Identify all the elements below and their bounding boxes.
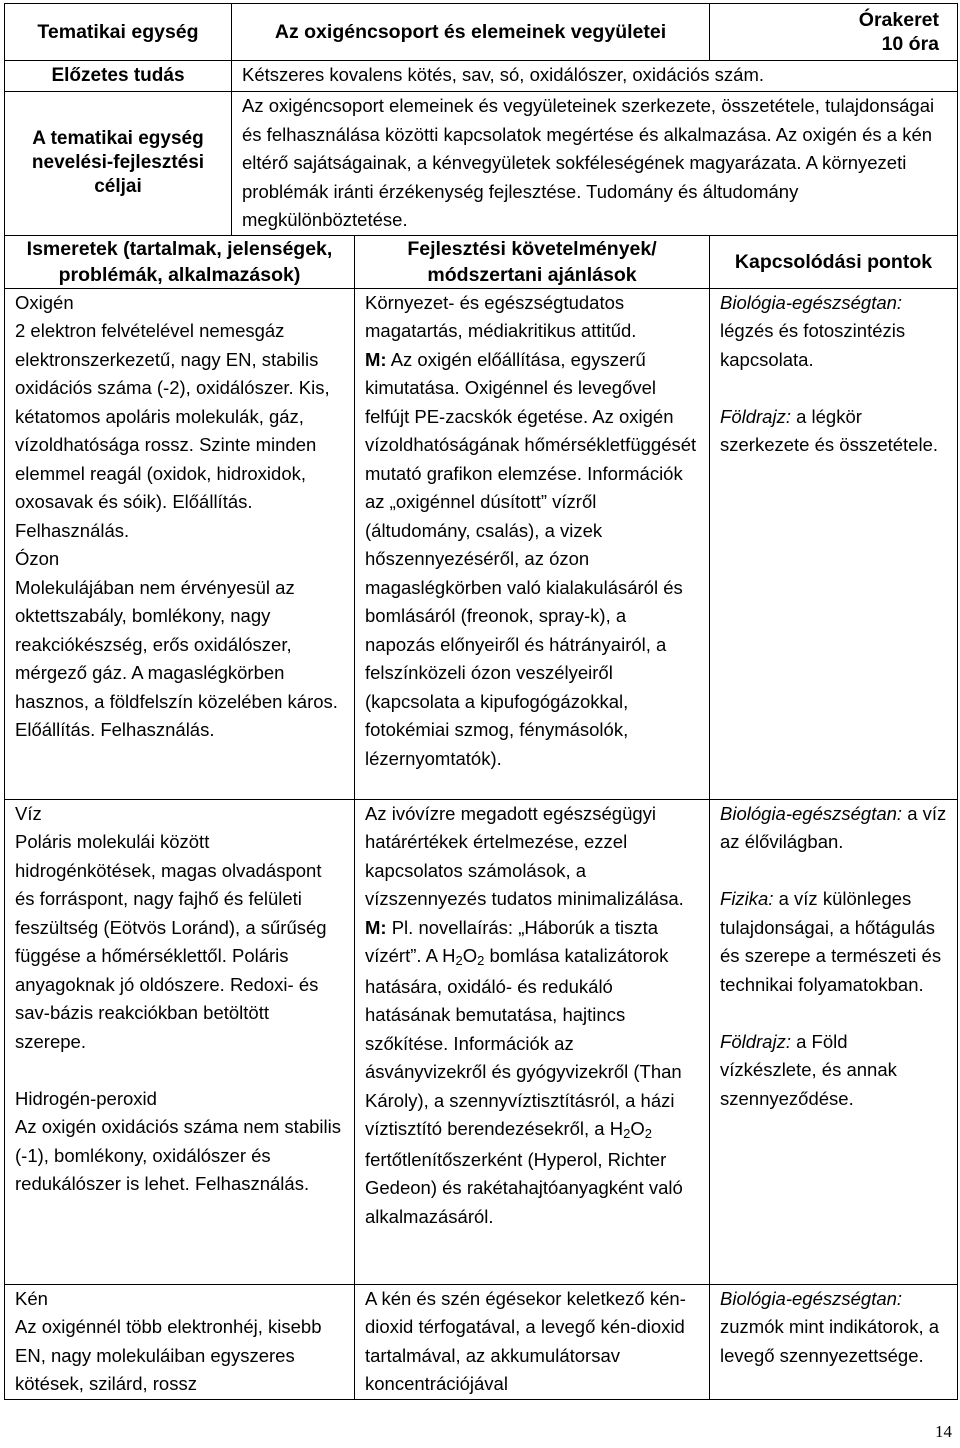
subscript: 2 [455,953,463,968]
content-row [5,799,958,1284]
knowledge-cell [5,799,355,1284]
knowledge-cell [5,288,355,799]
requirements-text: Az ivóvízre megadott egészségügyi határértékek értelmezése, ezzel kapcsolatos számolások, a vízszennyezés tudatos minimalizálása. [365,802,684,909]
connections-cell [710,1284,958,1399]
topic-title: Oxigén [15,291,74,313]
requirements-cell [355,1284,710,1399]
column-header-requirements: Fejlesztési követelmények/ módszertani ajánlások [355,235,710,288]
header-row [5,4,958,61]
connections-cell [710,799,958,1284]
goals-label: A tematikai egység nevelési-fejlesztési céljai [5,92,232,236]
topic-text: Poláris molekulái között hidrogénkötések, magas olvadáspont és forráspont, nagy fajhő és felületi feszültség (Eötvös Loránd), a sűrűség függése a hőmérséklettől. Poláris anyagoknak jó oldószere. Redoxi- és sav-bázis reakciókban betöltött szerepe. [15,831,327,1052]
prior-knowledge-text: Kétszeres kovalens kötés, sav, só, oxidálószer, oxidációs szám. [232,61,958,92]
content-row [5,288,958,799]
connection-paragraph [720,885,947,999]
unit-title: Az oxigéncsoport és elemeinek vegyületei [232,4,710,61]
header-label: Tematikai egység [5,4,232,61]
subscript: 2 [623,1126,631,1141]
connection-subject: Földrajz: [720,405,791,427]
requirements-cell [355,288,710,799]
prior-knowledge-label: Előzetes tudás [5,61,232,92]
topic-title: Ózon [15,548,60,569]
goals-text: Az oxigéncsoport elemeinek és vegyületeinek szerkezete, összetétele, tulajdonságai és felhasználása közötti kapcsolatok megértése és alkalmazása. Az oxigén és a kén eltérő sajátságainak, a kénvegyületek sokféleségének magyarázata. A környezeti problémák iránti érzékenység fejlesztése. Tudomány és áltudomány megkülönböztetése. [232,92,958,236]
column-header-knowledge: Ismeretek (tartalmak, jelenségek, problémák, alkalmazások) [5,235,355,288]
column-header-connections: Kapcsolódási pontok [710,235,958,288]
method-text: Az oxigén előállítása, egyszerű kimutatása. Oxigénnel és levegővel felfújt PE-zacskók égetése. Az oxigén vízoldhatóságának hőmérsékletfüggését mutató grafikon elemzése. Információk az „oxigénnel dúsított” vízről (áltudomány, csalás), a vizek hőszennyezéséről, az ózon magaslégkörben való kialakulásáról és bomlásáról (freonok, spray-k), a napozás előnyeiről és hátrányairól, a felszínközeli ózon veszélyeiről (kapcsolata a kipufogógázokkal, fotokémiai szmog, fénymásolók, lézernyomtatók). [365,348,697,769]
requirements-text: A kén és szén égésekor keletkező kén-dioxid térfogatával, a levegő kén-dioxid tartalmával, az akkumulátorsav koncentrációjával [365,1287,686,1394]
connection-subject: Biológia-egészségtan: [720,1287,903,1309]
method-paragraph [365,346,699,774]
connection-text: légzés és fotoszintézis kapcsolata. [720,320,906,370]
knowledge-cell [5,1284,355,1399]
requirements-text: Környezet- és egészségtudatos magatartás, médiakritikus attitűd. [365,291,637,341]
goals-row [5,92,958,236]
hours-cell [710,4,958,61]
requirements-cell [355,799,710,1284]
method-text: Pl. novellaírás: „Háborúk a tiszta vízért”. A H [365,916,659,966]
content-row [5,1284,958,1399]
connection-text: zuzmók mint indikátorok, a levegő szennyezettsége. [720,1316,940,1366]
connection-subject: Biológia-egészségtan: [720,291,903,313]
connection-text: a víz különleges tulajdonságai, a hőtágulás és szerepe a természeti és technikai folyamatokban. [720,888,942,995]
topic-text: Molekulájában nem érvényesül az oktettszabály, bomlékony, nagy reakciókészség, erős oxidálószer, mérgező gáz. A magaslégkörben hasznos, a földfelszín közelében káros. Előállítás. Felhasználás. [15,576,338,740]
topic-text: 2 elektron felvételével nemesgáz elektronszerkezetű, nagy EN, stabilis oxidációs száma (-2), oxidálószer. Kis, kétatomos apoláris molekulák, gáz, vízoldhatósága rossz. Szinte minden elemmel reagál (oxidok, hidroxidok, oxosavak és sóik). Előállítás. Felhasználás. [15,320,330,541]
method-marker: M: [365,348,387,370]
connection-text: a Föld vízkészlete, és annak szennyeződése. [720,1030,897,1109]
connection-subject: Földrajz: [720,1030,791,1052]
subscript: 2 [477,953,485,968]
method-marker: M: [365,916,387,938]
topic-title: Kén [15,1287,48,1309]
connection-paragraph [720,403,947,460]
hours-label: Órakeret [858,9,940,31]
hours-value: 10 óra [881,33,940,55]
connection-paragraph [720,800,947,857]
method-text: O [630,1118,645,1139]
connection-paragraph [720,1028,947,1114]
connection-subject: Fizika: [720,888,774,909]
curriculum-table [4,3,958,1400]
connections-cell [710,288,958,799]
topic-title: Hidrogén-peroxid [15,1087,157,1109]
topic-title: Víz [15,802,42,824]
connection-text: a légkör szerkezete és összetétele. [720,405,939,455]
subscript: 2 [644,1126,652,1141]
column-header-row [5,235,958,288]
topic-text: Az oxigénnél több elektronhéj, kisebb EN, nagy molekuláiban egyszeres kötések, szilárd, rossz [15,1316,322,1394]
page-number: 14 [935,1422,952,1441]
method-paragraph [365,914,699,1232]
method-text: bomlása katalizátorok hatására, oxidáló- és redukáló hatásának bemutatása, hajtincs szőkítése. Információk az ásványvizekről és gyógyvizekről (Than Károly), a szennyvíztisztításról, a házi víztisztító berendezésekről, a H [365,945,682,1139]
prior-knowledge-row [5,61,958,92]
method-text: fertőtlenítőszerként (Hyperol, Richter Gedeon) és rakétahajtóanyagként való alkalmazásáról. [365,1148,683,1227]
connection-text: a víz az élővilágban. [720,802,947,852]
method-text: O [462,945,478,966]
topic-text: Az oxigén oxidációs száma nem stabilis (-1), bomlékony, oxidálószer és redukálószer is lehet. Felhasználás. [15,1116,341,1194]
connection-subject: Biológia-egészségtan: [720,802,903,824]
